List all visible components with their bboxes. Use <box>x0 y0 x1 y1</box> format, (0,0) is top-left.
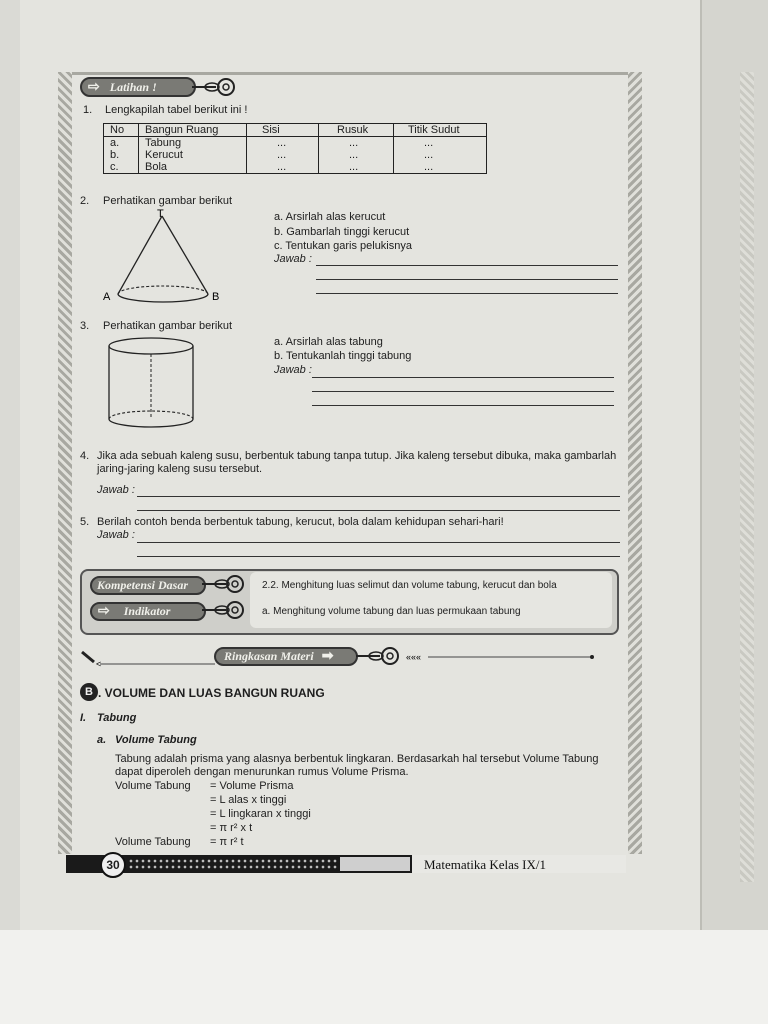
formula-right: = π r² t <box>210 836 244 848</box>
q4-number: 4. <box>80 450 90 462</box>
answer-line <box>137 556 620 557</box>
key-icon <box>192 76 238 98</box>
kompetensi-text: 2.2. Menghitung luas selimut dan volume tabung, kerucut dan bola <box>262 580 557 591</box>
q1-number: 1. <box>83 104 93 116</box>
frame-top <box>58 72 642 75</box>
volume-para2: dapat diperoleh dengan menurunkan rumus Volume Prisma. <box>115 766 409 778</box>
next-page-edge <box>700 0 768 945</box>
q3-jawab: Jawab : <box>274 364 312 376</box>
svg-text:«««: ««« <box>406 652 422 662</box>
q3-text: Perhatikan gambar berikut <box>103 320 233 332</box>
cone-label-a: A <box>103 291 111 303</box>
formula-left: Volume Tabung <box>115 780 191 792</box>
formula-right: = Volume Prisma <box>210 780 294 792</box>
q3-number: 3. <box>80 320 90 332</box>
svg-text:<: < <box>96 659 102 668</box>
arrow-icon: ➡ <box>321 649 334 664</box>
frame-right <box>628 72 642 854</box>
footer-pattern <box>128 858 338 870</box>
table-cell: ... <box>394 149 487 161</box>
answer-line <box>137 510 620 511</box>
table-cell: a. <box>104 137 139 150</box>
answer-line <box>316 279 618 280</box>
table-header: No <box>104 124 139 137</box>
answer-line <box>312 405 614 406</box>
indikator-text: a. Menghitung volume tabung dan luas permukaan tabung <box>262 606 521 617</box>
q2-item-c: c. Tentukan garis pelukisnya <box>274 240 412 252</box>
q2-item-b: b. Gambarlah tinggi kerucut <box>274 226 410 238</box>
volume-title: Volume Tabung <box>115 734 197 746</box>
table-header-row <box>104 124 487 137</box>
answer-line <box>137 542 620 543</box>
formula-right: = π r² x t <box>210 822 253 834</box>
q4-line2: jaring-jaring kaleng susu tersebut. <box>97 463 263 475</box>
cylinder-figure <box>104 334 200 434</box>
next-page-frame <box>740 72 754 882</box>
q1-text: Lengkapilah tabel berikut ini ! <box>105 104 248 116</box>
table-row <box>104 137 487 150</box>
latihan-label: ⇨ Latihan ! <box>80 77 196 97</box>
page-number: 30 <box>100 852 126 878</box>
table-cell: ... <box>319 137 394 150</box>
table-cell: ... <box>394 161 487 174</box>
table-row <box>104 161 487 174</box>
q4-line1: Jika ada sebuah kaleng susu, berbentuk tabung tanpa tutup. Jika kaleng tersebut dibuka, maka gambarlah <box>97 450 617 462</box>
q3-item-b: b. Tentukanlah tinggi tabung <box>274 350 412 362</box>
q2-jawab: Jawab : <box>274 253 312 265</box>
table-cell: ... <box>319 149 394 161</box>
q5-number: 5. <box>80 516 90 528</box>
q1-table <box>103 123 487 174</box>
key-icon <box>202 599 246 621</box>
cone-label-b: B <box>212 291 220 303</box>
table-cell: ... <box>394 137 487 150</box>
key-icon <box>356 645 402 667</box>
q2-text: Perhatikan gambar berikut <box>103 195 233 207</box>
kompetensi-label: Kompetensi Dasar <box>90 576 206 595</box>
table-cell: ... <box>247 149 319 161</box>
table-cell: Kerucut <box>139 149 247 161</box>
answer-line <box>312 391 614 392</box>
answer-line <box>316 265 618 266</box>
cone-label-t: T <box>157 208 164 220</box>
frame-left <box>58 72 72 854</box>
table-cell: ... <box>247 137 319 150</box>
q5-jawab: Jawab : <box>97 529 135 541</box>
scanner-margin <box>0 930 768 1024</box>
table-cell: b. <box>104 149 139 161</box>
cone-figure <box>100 208 235 308</box>
volume-sub: a. <box>97 734 107 746</box>
q2-item-a: a. Arsirlah alas kerucut <box>274 211 386 223</box>
decorative-rule <box>406 650 598 666</box>
q4-jawab: Jawab : <box>97 484 135 496</box>
table-header: Sisi <box>247 124 319 137</box>
table-cell: ... <box>319 161 394 174</box>
arrow-icon: ⇨ <box>98 604 110 619</box>
section-b-badge: B <box>80 683 98 701</box>
answer-line <box>312 377 614 378</box>
table-header: Bangun Ruang <box>139 124 247 137</box>
tabung-title: Tabung <box>97 712 137 724</box>
q2-number: 2. <box>80 195 90 207</box>
formula-right: = L alas x tinggi <box>210 794 287 806</box>
table-cell: Bola <box>139 161 247 174</box>
indikator-label: ⇨ Indikator <box>90 602 206 621</box>
footer-accent <box>340 857 410 871</box>
q3-item-a: a. Arsirlah alas tabung <box>274 336 383 348</box>
tabung-number: I. <box>80 712 87 724</box>
answer-line <box>316 293 618 294</box>
table-header: Rusuk <box>319 124 394 137</box>
table-cell: Tabung <box>139 137 247 150</box>
formula-left: Volume Tabung <box>115 836 191 848</box>
table-cell: c. <box>104 161 139 174</box>
footer-title: Matematika Kelas IX/1 <box>424 857 547 872</box>
volume-para1: Tabung adalah prisma yang alasnya berbentuk lingkaran. Berdasarkah hal tersebut Volume Tabung <box>115 753 599 765</box>
table-row <box>104 149 487 161</box>
answer-line <box>137 496 620 497</box>
key-icon <box>202 573 246 595</box>
q5-text: Berilah contoh benda berbentuk tabung, kerucut, bola dalam kehidupan sehari-hari! <box>97 516 504 528</box>
table-cell: ... <box>247 161 319 174</box>
ringkasan-label: Ringkasan Materi ➡ <box>214 647 358 666</box>
section-b-title: . VOLUME DAN LUAS BANGUN RUANG <box>98 686 325 700</box>
formula-right: = L lingkaran x tinggi <box>210 808 311 820</box>
table-header: Titik Sudut <box>394 124 487 137</box>
arrow-icon: ⇨ <box>88 79 100 95</box>
pencil-icon <box>80 648 220 668</box>
